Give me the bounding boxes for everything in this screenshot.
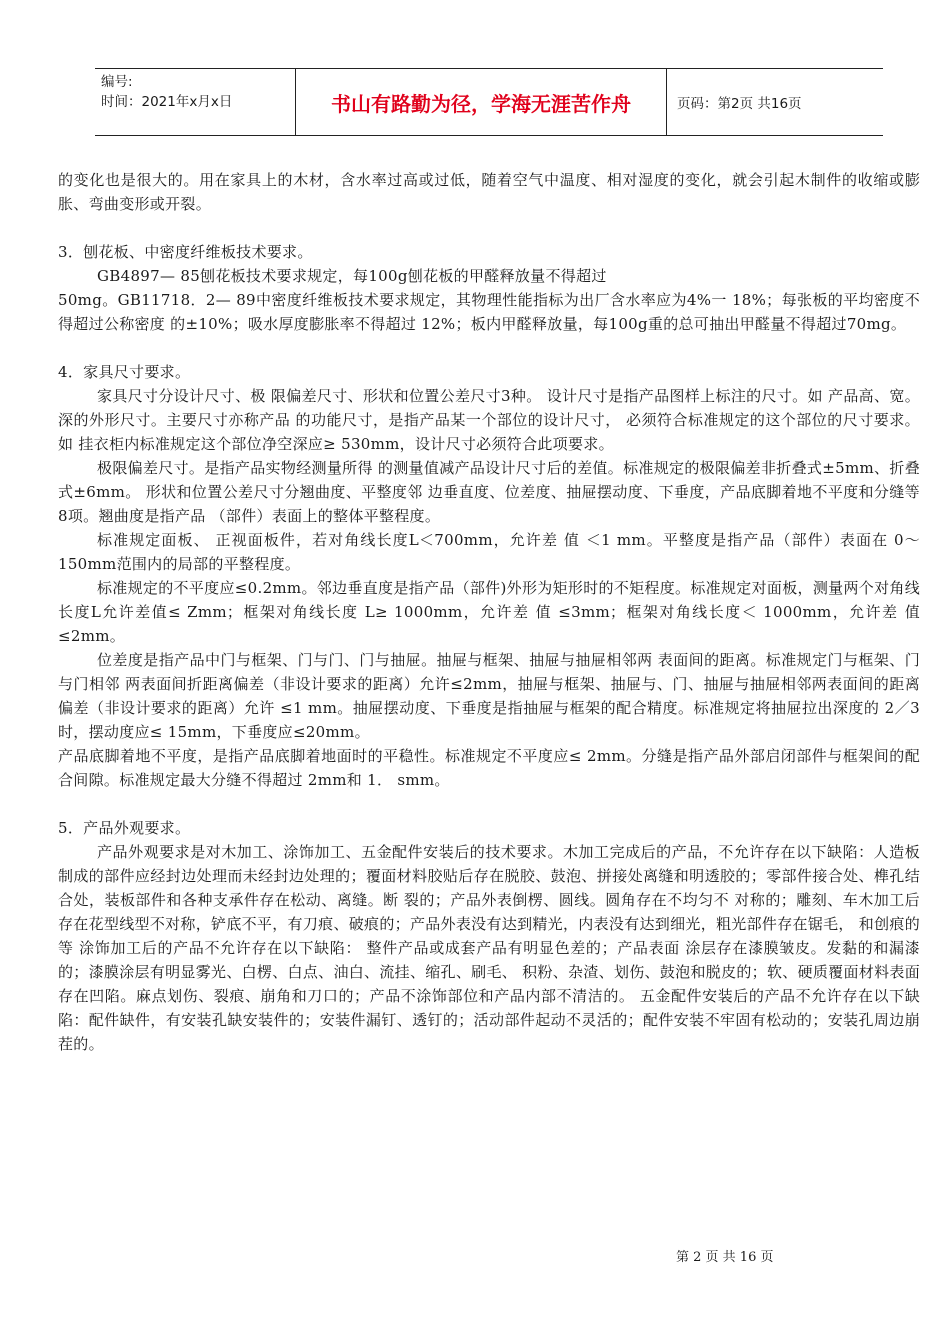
header-motto: 书山有路勤为径，学海无涯苦作舟 (295, 69, 667, 135)
section-4-paragraph-3: 标准规定面板、 正视面板件，若对角线长度L＜700mm，允许差 值 ＜1 mm。平整度是指产品（部件）表面在 0～ 150mm范围内的局部的平整程度。 (58, 531, 920, 573)
section-4-paragraph-6: 产品底脚着地不平度，是指产品底脚着地面时的平稳性。标准规定不平度应≤ 2mm。分缝是指产品外部启闭部件与框架间的配合间隙。标准规定最大分缝不得超过 2mm和 1． smm。 (58, 747, 920, 789)
section-4-heading: 4．家具尺寸要求。 (58, 363, 191, 381)
header-meta (95, 69, 295, 135)
header-page-number: 页码：第2页 共16页 (677, 96, 802, 112)
section-3-paragraph-2: 50mg。GB11718．2— 89中密度纤维板技术要求规定，其物理性能指标为出厂含水率应为4%一 18%；每张板的平均密度不得超过公称密度 的±10%；吸水厚度膨胀率不得超过 12%；板内甲醛释放量，每100g重的总可抽出甲醛量不得超过70mg。 (58, 291, 920, 333)
section-4-paragraph-2: 极限偏差尺寸。是指产品实物经测量所得 的测量值减产品设计尺寸后的差值。标准规定的极限偏差非折叠式±5mm、折叠式±6mm。 形状和位置公差尺寸分翘曲度、平整度邻 边垂直度、位差度、抽屉摆动度、下垂度，产品底脚着地不平度和分缝等8项。翘曲度是指产品 （部件）表面上的整体平整程度。 (58, 459, 920, 525)
section-4-paragraph-1: 家具尺寸分设计尺寸、极 限偏差尺寸、形状和位置公差尺寸3种。 设计尺寸是指产品图样上标注的尺寸。如 产品高、宽。深的外形尺寸。主要尺寸亦称产品 的功能尺寸，是指产品某一个部位的设计尺寸， 必须符合标准规定的这个部位的尺寸要求。如 挂衣柜内标准规定这个部位净空深应≥ 530mm，设计尺寸必须符合此项要求。 (58, 387, 920, 453)
section-3-heading: 3．刨花板、中密度纤维板技术要求。 (58, 243, 313, 261)
page-header (95, 68, 883, 136)
section-3-paragraph-1: GB4897— 85刨花板技术要求规定，每100g刨花板的甲醛释放量不得超过 (97, 267, 607, 285)
document-code-label: 编号: (101, 74, 133, 90)
section-5-paragraph-1: 产品外观要求是对木加工、涂饰加工、五金配件安装后的技术要求。木加工完成后的产品，不允许存在以下缺陷：人造板制成的部件应经封边处理而未经封边处理的；覆面材料胶贴后存在脱胶、鼓泡、拼接处离缝和明透胶的；零部件接合处、榫孔结合处，装板部件和各种支承件存在松动、离缝。断 裂的；产品外表倒楞、圆线。圆角存在不均匀不 对称的；雕刻、车木加工后存在花型线型不对称，铲底不平，有刀痕、破痕的；产品外表没有达到精光，内表没有达到细光，粗光部件存在锯毛， 和创痕的等 涂饰加工后的产品不允许存在以下缺陷： 整件产品或成套产品有明显色差的；产品表面 涂层存在漆膜皱皮。发黏的和漏漆的；漆膜涂层有明显雾光、白楞、白点、油白、流挂、缩孔、刷毛、 积粉、杂渣、划伤、鼓泡和脱皮的；软、硬质覆面材料表面存在凹陷。麻点划伤、裂痕、崩角和刀口的；产品不涂饰部位和产品内部不清洁的。 五金配件安装后的产品不允许存在以下缺陷：配件缺件，有安装孔缺安装件的；安装件漏钉、透钉的；活动部件起动不灵活的；配件安装不牢固有松动的；安装孔周边崩茬的。 (58, 843, 920, 1053)
document-time: 时间：2021年x月x日 (101, 94, 233, 110)
section-5-heading: 5．产品外观要求。 (58, 819, 191, 837)
page-footer: 第 2 页 共 16 页 (676, 1250, 774, 1265)
paragraph-continuation: 的变化也是很大的。用在家具上的木材，含水率过高或过低，随着空气中温度、相对湿度的变化，就会引起木制件的收缩或膨胀、弯曲变形或开裂。 (58, 171, 920, 213)
section-4-paragraph-5: 位差度是指产品中门与框架、门与门、门与抽屉。抽屉与框架、抽屉与抽屉相邻两 表面间的距离。标准规定门与框架、门与门相邻 两表面间折距离偏差（非设计要求的距离）允许≤2mm，抽屉与框架、抽屉与、门、抽屉与抽屉相邻两表面间的距离偏差（非设计要求的距离）允许 ≤1 mm。抽屉摆动度、下垂度是指抽屉与框架的配合精度。标准规定将抽屉拉出深度的 2／3时，摆动度应≤ 15mm，下垂度应≤20mm。 (58, 651, 920, 741)
section-4-paragraph-4: 标准规定的不平度应≤0.2mm。邻边垂直度是指产品（部件)外形为矩形时的不矩程度。标准规定对面板，测量两个对角线长度L允许差值≤ Zmm；框架对角线长度 L≥ 1000mm，允许差 值 ≤3mm；框架对角线长度＜ 1000mm，允许差 值≤2mm。 (58, 579, 920, 645)
document-body (58, 168, 920, 1056)
